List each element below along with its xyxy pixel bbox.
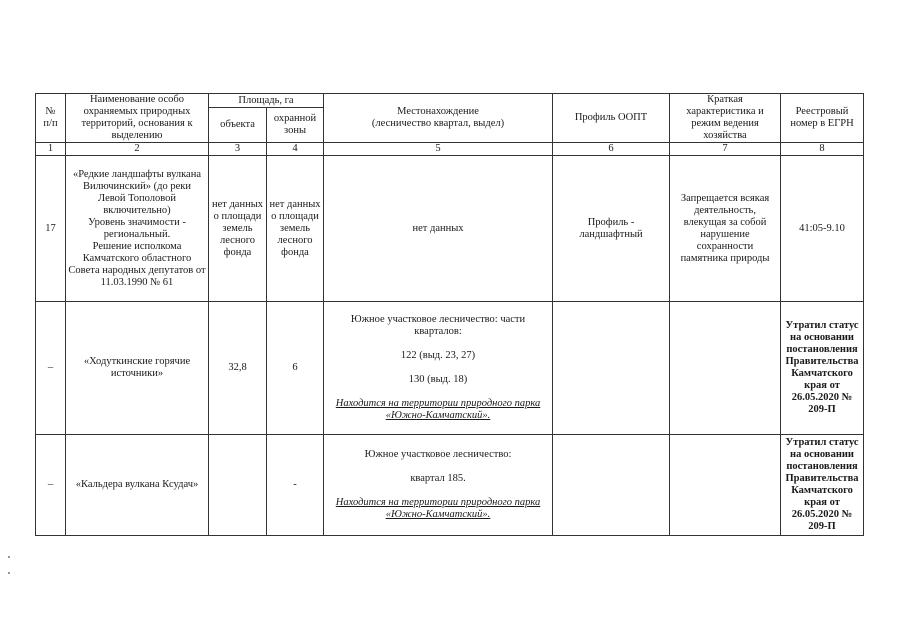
registry-table: [35, 93, 864, 536]
column-number: 3: [209, 143, 267, 156]
location-line: нет данных: [412, 222, 464, 234]
row-location: [324, 302, 553, 435]
table-row: [36, 156, 864, 302]
header-area-object: объекта: [209, 108, 267, 143]
table-row: [36, 302, 864, 435]
row-registry: 41:05-9.10: [781, 156, 864, 302]
row-location: [324, 435, 553, 536]
header-profile: Профиль ООПТ: [553, 94, 670, 143]
table-row: [36, 435, 864, 536]
row-registry-status: Утратил статус на основании постановления Правительства Камчатского края от 26.05.2020 № 209-П: [781, 435, 864, 536]
row-name: «Кальдера вулкана Ксудач»: [66, 435, 209, 536]
row-character: [670, 302, 781, 435]
location-line: Южное участковое лесничество:: [364, 449, 512, 460]
row-num: 17: [36, 156, 66, 302]
row-profile: [553, 435, 670, 536]
row-area-zone: нет данных о площади земель лесного фонда: [267, 156, 324, 302]
column-number: 6: [553, 143, 670, 156]
row-registry-status: Утратил статус на основании постановления Правительства Камчатского края от 26.05.2020 № 209-П: [781, 302, 864, 435]
location-note: Находится на территории природного парка «Южно-Камчатский».: [335, 398, 541, 421]
row-name: «Ходуткинские горячие источники»: [66, 302, 209, 435]
column-number: 5: [324, 143, 553, 156]
header-registry: Реестровый номер в ЕГРН: [781, 94, 864, 143]
header-area: Площадь, га: [209, 94, 324, 108]
row-name: «Редкие ландшафты вулкана Вилючинский» (до реки Левой Тополовой включительно) Уровень значимости - региональный. Решение исполкома Камчатского областного Совета народных депутатов от 11.03.1990 № 61: [66, 156, 209, 302]
location-line: 122 (выд. 23, 27): [400, 350, 476, 361]
header-num: № п/п: [36, 94, 66, 143]
header-row: [36, 94, 864, 108]
row-profile: [553, 302, 670, 435]
row-character: Запрещается всякая деятельность, влекущая за собой нарушение сохранности памятника природы: [670, 156, 781, 302]
location-line: 130 (выд. 18): [408, 374, 468, 385]
row-area-object: [209, 435, 267, 536]
row-location: [324, 156, 553, 302]
header-name: Наименование особо охраняемых природных территорий, основания к выделению: [66, 94, 209, 143]
header-location: Местонахождение (лесничество квартал, выдел): [324, 94, 553, 143]
location-line: квартал 185.: [410, 473, 466, 484]
row-profile: Профиль - ландшафтный: [553, 156, 670, 302]
scan-speck: [8, 556, 10, 558]
column-number: 1: [36, 143, 66, 156]
header-character: Краткая характеристика и режим ведения хозяйства: [670, 94, 781, 143]
row-area-object: 32,8: [209, 302, 267, 435]
header-area-zone: охранной зоны: [267, 108, 324, 143]
scan-speck: [8, 572, 10, 574]
column-number: 7: [670, 143, 781, 156]
row-area-zone: -: [267, 435, 324, 536]
column-number: 8: [781, 143, 864, 156]
row-num: –: [36, 435, 66, 536]
column-number: 2: [66, 143, 209, 156]
row-area-zone: 6: [267, 302, 324, 435]
row-num: –: [36, 302, 66, 435]
location-line: Южное участковое лесничество: части кварталов:: [350, 314, 526, 337]
row-area-object: нет данных о площади земель лесного фонда: [209, 156, 267, 302]
column-number: 4: [267, 143, 324, 156]
row-character: [670, 435, 781, 536]
location-note: Находится на территории природного парка «Южно-Камчатский».: [335, 497, 541, 520]
column-number-row: [36, 143, 864, 156]
